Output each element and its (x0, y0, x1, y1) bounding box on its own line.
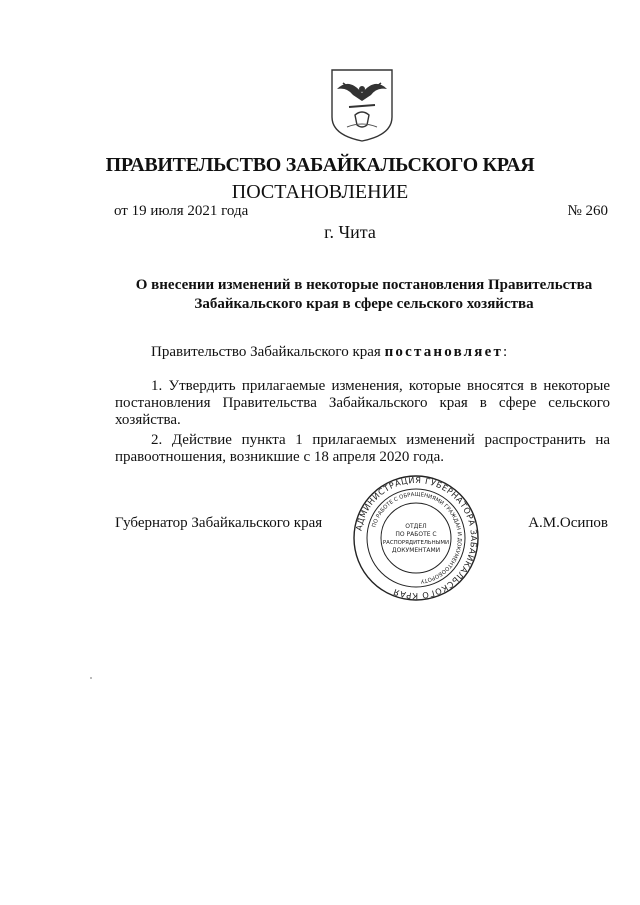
paragraph-1: 1. Утвердить прилагаемые изменения, которые вносятся в некоторые постановления Правительства Забайкальского края в сфере сельского хозяйства. (115, 378, 610, 428)
preamble-colon: : (503, 344, 508, 360)
signer-title: Губернатор Забайкальского края (115, 515, 323, 531)
preamble-lead: Правительство Забайкальского края (151, 344, 381, 360)
seal-middle-text: ПО РАБОТЕ С ОБРАЩЕНИЯМИ ГРАЖДАН И ДОКУМЕНТООБОРОТУ (371, 491, 463, 584)
document-date: от 19 июля 2021 года (114, 203, 249, 219)
seal-outer-text: АДМИНИСТРАЦИЯ ГУБЕРНАТОРА ЗАБАЙКАЛЬСКОГО КРАЯ (353, 474, 480, 602)
scan-speck (90, 677, 92, 679)
document-number: № 260 (567, 203, 608, 219)
official-seal-stamp (352, 474, 480, 602)
document-city: г. Чита (324, 222, 376, 242)
preamble-verb: постановляет (384, 344, 504, 360)
coat-of-arms-icon (329, 67, 395, 143)
government-name: ПРАВИТЕЛЬСТВО ЗАБАЙКАЛЬСКОГО КРАЯ (105, 154, 535, 176)
seal-center-line-3: РАСПОРЯДИТЕЛЬНЫМИ (382, 540, 450, 546)
paragraph-2: 2. Действие пункта 1 прилагаемых изменений распространить на правоотношения, возникшие с 18 апреля 2020 года. (115, 432, 610, 465)
preamble (151, 344, 507, 361)
seal-center-line-1: ОТДЕЛ (405, 523, 427, 530)
document-type: ПОСТАНОВЛЕНИЕ (231, 181, 409, 203)
signer-name: А.М.Осипов (528, 515, 608, 531)
seal-center-line-2: ПО РАБОТЕ С (395, 531, 437, 538)
document-subject: О внесении изменений в некоторые постановления Правительства Забайкальского края в сфере сельского хозяйства (135, 277, 593, 312)
seal-center-line-4: ДОКУМЕНТАМИ (391, 547, 441, 554)
